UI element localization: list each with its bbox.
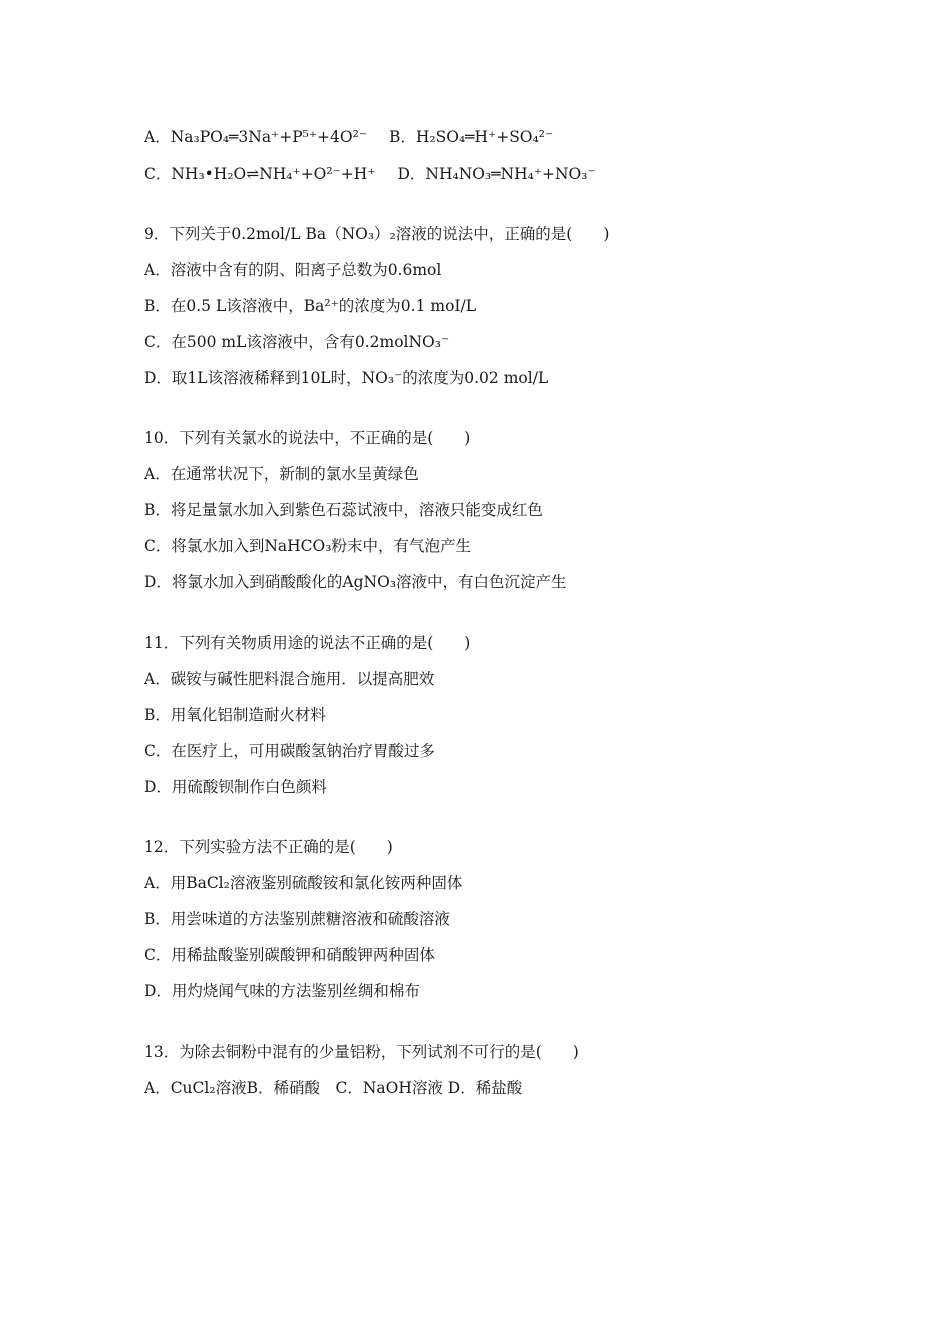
q9-option-d: D．取1L该溶液稀释到10L时，NO₃⁻的浓度为0.02 mol/L [144, 369, 549, 387]
q8-option-d: D．NH₄NO₃═NH₄⁺+NO₃⁻ [397, 165, 596, 183]
q9-option-b: B．在0.5 L该溶液中，Ba²⁺的浓度为0.1 moI/L [144, 297, 477, 315]
q8-options-row-2 [144, 164, 596, 184]
q10-stem: 10．下列有关氯水的说法中，不正确的是( ) [144, 429, 471, 447]
q11-option-d: D．用硫酸钡制作白色颜料 [144, 778, 327, 796]
q8-option-a: A．Na₃PO₄═3Na⁺+P⁵⁺+4O²⁻ [144, 128, 368, 146]
q10-option-d: D．将氯水加入到硝酸酸化的AgNO₃溶液中，有白色沉淀产生 [144, 573, 567, 591]
q11-option-b: B．用氧化铝制造耐火材料 [144, 706, 326, 724]
q12-option-d: D．用灼烧闻气味的方法鉴别丝绸和棉布 [144, 982, 420, 1000]
q13-options: A．CuCl₂溶液B．稀硝酸 C．NaOH溶液 D．稀盐酸 [144, 1079, 523, 1097]
q12-option-c: C．用稀盐酸鉴别碳酸钾和硝酸钾两种固体 [144, 946, 435, 964]
q13-stem: 13．为除去铜粉中混有的少量铝粉，下列试剂不可行的是( ) [144, 1043, 579, 1061]
q11-stem: 11．下列有关物质用途的说法不正确的是( ) [144, 634, 471, 652]
q11-option-a: A．碳铵与碱性肥料混合施用．以提高肥效 [144, 670, 435, 688]
q8-options-row-1 [144, 127, 553, 147]
q12-option-a: A．用BaCl₂溶液鉴别硫酸铵和氯化铵两种固体 [144, 874, 463, 892]
q12-stem: 12．下列实验方法不正确的是( ) [144, 838, 393, 856]
q12-option-b: B．用尝味道的方法鉴别蔗糖溶液和硫酸溶液 [144, 910, 450, 928]
q9-option-c: C．在500 mL该溶液中，含有0.2molNO₃⁻ [144, 333, 450, 351]
q10-option-c: C．将氯水加入到NaHCO₃粉末中，有气泡产生 [144, 537, 471, 555]
q8-option-c: C．NH₃•H₂O⇌NH₄⁺+O²⁻+H⁺ [144, 165, 376, 183]
q8-option-b: B．H₂SO₄═H⁺+SO₄²⁻ [389, 128, 554, 146]
q11-option-c: C．在医疗上，可用碳酸氢钠治疗胃酸过多 [144, 742, 435, 760]
q9-stem: 9．下列关于0.2mol/L Ba（NO₃）₂溶液的说法中，正确的是( ) [144, 225, 610, 243]
q10-option-b: B．将足量氯水加入到紫色石蕊试液中，溶液只能变成红色 [144, 501, 543, 519]
q9-option-a: A．溶液中含有的阴、阳离子总数为0.6mol [144, 261, 442, 279]
q10-option-a: A．在通常状况下，新制的氯水呈黄绿色 [144, 465, 419, 483]
